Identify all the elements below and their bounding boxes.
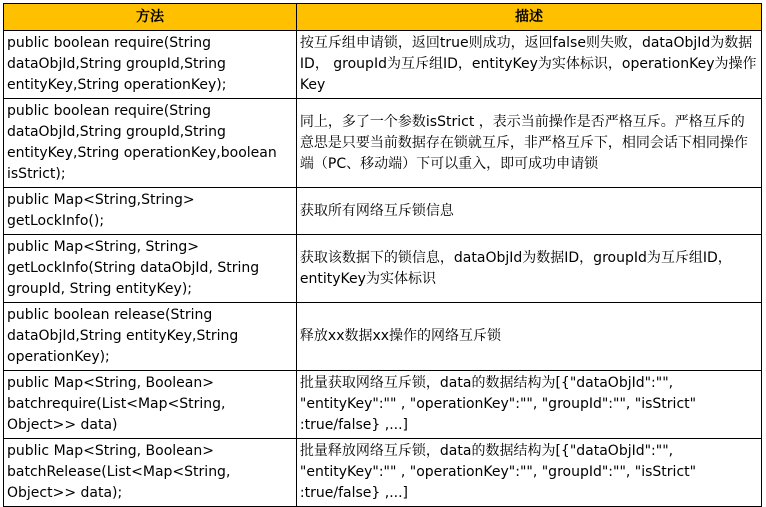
table-row: [4, 439, 762, 507]
description-cell: 获取该数据下的锁信息，dataObjId为数据ID，groupId为互斥组ID，entityKey为实体标识: [296, 235, 761, 303]
method-cell: public Map<String, String> getLockInfo(String dataObjId, String groupId, String entityKey);: [4, 235, 297, 303]
method-cell: public Map<String, Boolean> batchrequire(List<Map<String, Object>> data): [4, 371, 297, 439]
description-cell: 批量获取网络互斥锁，data的数据结构为[{"dataObjId":"", "entityKey":"" , "operationKey":"", "groupId":"", "isStrict" :true/false} ,...]: [296, 371, 761, 439]
table-row: [4, 31, 762, 99]
table-row: [4, 235, 762, 303]
method-cell: public boolean require(String dataObjId,String groupId,String entityKey,String operationKey);: [4, 31, 297, 99]
table-row: [4, 303, 762, 371]
table-row: [4, 188, 762, 235]
method-cell: public boolean require(String dataObjId,String groupId,String entityKey,String operationKey,boolean isStrict);: [4, 99, 297, 188]
description-cell: 释放xx数据xx操作的网络互斥锁: [296, 303, 761, 371]
column-header-method: 方法: [4, 4, 297, 31]
table-header-row: [4, 4, 762, 31]
description-cell: 按互斥组申请锁，返回true则成功，返回false则失败，dataObjId为数据ID， groupId为互斥组ID，entityKey为实体标识，operationKey为操作Key: [296, 31, 761, 99]
table-row: [4, 371, 762, 439]
column-header-description: 描述: [296, 4, 761, 31]
method-cell: public Map<String, Boolean> batchRelease(List<Map<String, Object>> data);: [4, 439, 297, 507]
description-cell: 批量释放网络互斥锁，data的数据结构为[{"dataObjId":"", "entityKey":"" , "operationKey":"", "groupId":"", "isStrict" :true/false} ,...]: [296, 439, 761, 507]
method-cell: public boolean release(String dataObjId,String entityKey,String operationKey);: [4, 303, 297, 371]
description-cell: 同上，多了一个参数isStrict ，表示当前操作是否严格互斥。严格互斥的意思是只要当前数据存在锁就互斥，非严格互斥下，相同会话下相同操作端（PC、移动端）下可以重入，即可成功申请锁: [296, 99, 761, 188]
method-cell: public Map<String,String> getLockInfo();: [4, 188, 297, 235]
table-row: [4, 99, 762, 188]
api-table: [3, 3, 762, 507]
description-cell: 获取所有网络互斥锁信息: [296, 188, 761, 235]
